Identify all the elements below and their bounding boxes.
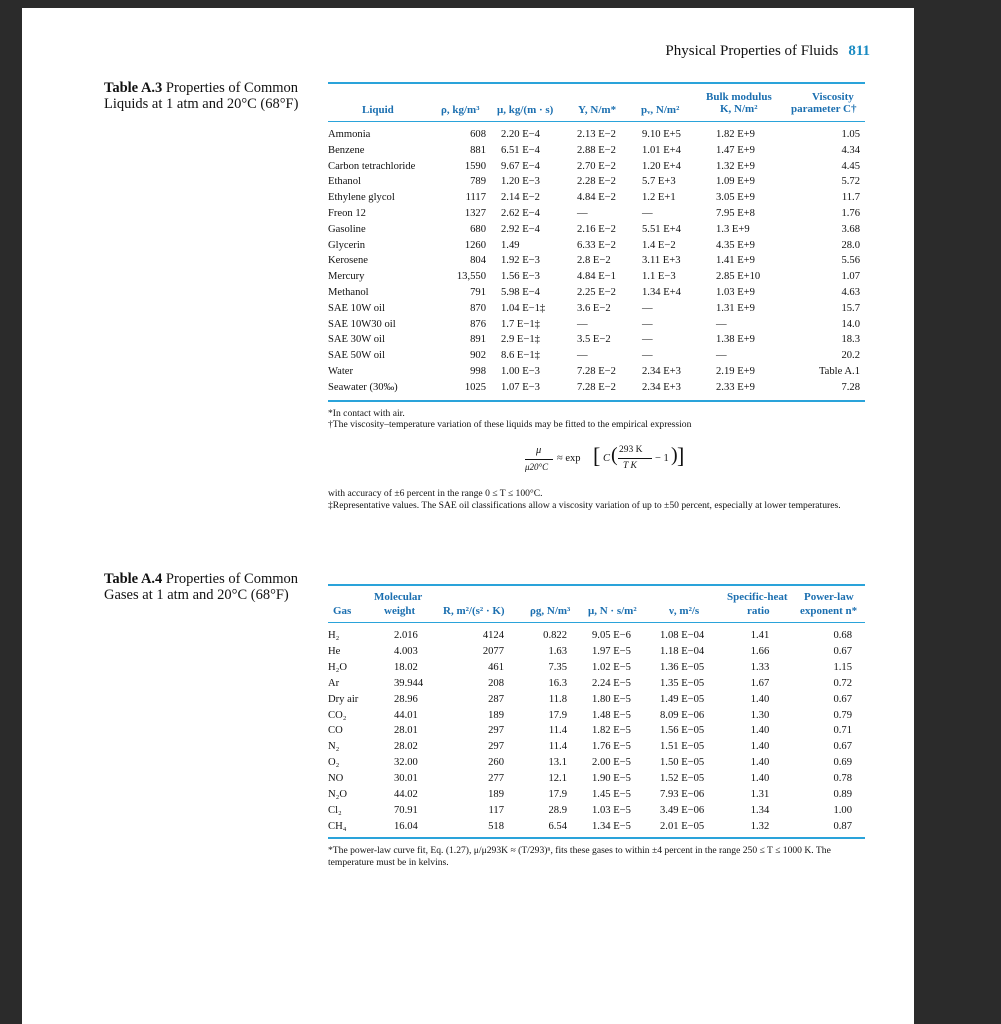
table-a3-cell: 7.95 E+8 [716, 208, 755, 219]
table-a4-header-specific-weight: ρg, N/m³ [530, 605, 571, 617]
table-a3-cell: 680 [470, 223, 486, 235]
table-a3-cell: 1.47 E+9 [716, 144, 755, 156]
table-a4-cell: 1.67 [750, 677, 770, 689]
table-a3-cell: 1.82 E+9 [716, 129, 755, 140]
table-a3-cell: 8.6 E−1‡ [501, 350, 540, 362]
table-a4-bottom-rule [328, 837, 865, 839]
table-a4-cell: 0.822 [543, 630, 567, 641]
table-a4-cell: 1.32 [750, 820, 770, 832]
table-a3-cell: 3.11 E+3 [642, 255, 681, 267]
table-a4-cell: O₂ [328, 757, 340, 769]
table-a3-cell: 1.56 E−3 [501, 271, 540, 283]
table-a3-footnote-3: with accuracy of ±6 percent in the range 0 ≤ T ≤ 100°C. [328, 488, 543, 499]
table-a3-cell: 2.62 E−4 [501, 208, 540, 219]
formula-inner-bar [618, 458, 652, 459]
table-a3-footnote-2: †The viscosity–temperature variation of these liquids may be fitted to the empirical expression [328, 419, 692, 430]
table-a3-cell: 791 [470, 287, 486, 298]
table-a4-cell: 1.40 [750, 757, 770, 769]
table-a3-header-viscosity-param-c: parameter C† [791, 103, 857, 115]
table-a3-cell: Methanol [328, 287, 369, 298]
table-a3-cell: 1.76 [841, 208, 860, 219]
running-head [665, 43, 870, 60]
table-a4-header-viscosity: μ, N · s/m² [588, 605, 637, 617]
table-a3-cell: Ammonia [328, 129, 371, 140]
table-a3-cell: 4.84 E−2 [577, 192, 616, 204]
table-a4-cell: 277 [488, 773, 504, 785]
table-a4-cell: 1.49 E−05 [660, 693, 705, 705]
table-a3-cell: 6.51 E−4 [501, 144, 540, 156]
table-a3-cell: 2.16 E−2 [577, 223, 616, 235]
table-a3-cell: 4.84 E−1 [577, 271, 616, 283]
table-a4-cell: 2.01 E−05 [660, 820, 705, 832]
table-a3-cell: SAE 10W30 oil [328, 318, 396, 330]
table-a4-cell: 39.944 [394, 677, 424, 689]
table-a4-cell: 17.9 [548, 789, 567, 800]
table-a3-top-rule [328, 82, 865, 84]
table-a4-cell: 1.41 [750, 630, 770, 641]
table-a4-cell: 4124 [482, 630, 504, 641]
table-a3-cell: 2.8 E−2 [577, 255, 611, 267]
table-a3-cell: 902 [470, 350, 486, 362]
table-a4-cell: 0.68 [833, 630, 852, 641]
table-a4-cell: 0.67 [833, 741, 852, 753]
table-a4-cell: 28.02 [394, 741, 418, 753]
table-a4-cell: 11.8 [548, 693, 567, 705]
page-number: 811 [848, 43, 870, 59]
table-a3-cell: — [577, 208, 588, 219]
table-a3-cell: 7.28 E−2 [577, 381, 616, 393]
table-a4-cell: 8.09 E−06 [660, 709, 705, 721]
table-a3-cell: 876 [470, 318, 486, 330]
table-a4-cell: 28.01 [394, 725, 418, 737]
table-a3-cell: Mercury [328, 271, 365, 283]
table-a3-header-bulk-modulus-units: K, N/m² [720, 103, 758, 115]
table-a4-cell: 1.51 E−05 [660, 741, 705, 753]
table-a4-cell: 1.18 E−04 [660, 645, 705, 657]
table-a3-cell: 4.63 [841, 287, 860, 298]
table-a4-cell: 28.9 [548, 804, 567, 816]
table-a4-cell: 2.00 E−5 [592, 757, 631, 769]
table-a4-cell: 2077 [482, 645, 504, 657]
table-a3-cell: 5.51 E+4 [642, 223, 681, 235]
table-a4-cell: 12.1 [548, 773, 567, 785]
viscosity-formula [525, 445, 685, 479]
table-a4-cell: 1.90 E−5 [592, 773, 631, 785]
table-a3-cell: 3.6 E−2 [577, 302, 611, 314]
table-a4-cell: 297 [488, 725, 504, 737]
table-a4-header-gas-constant: R, m²/(s² · K) [443, 605, 505, 617]
table-a4-cell: 1.02 E−5 [592, 661, 631, 673]
table-a3-cell: — [642, 208, 653, 219]
table-a4-cell: 44.01 [394, 709, 418, 721]
table-a3-cell: 5.56 [841, 255, 860, 267]
table-a3-cell: 1.32 E+9 [716, 160, 755, 172]
table-a4-header-exponent: exponent n* [800, 605, 858, 617]
table-a4-cell: Dry air [328, 693, 359, 705]
table-a3-cell: 804 [470, 255, 486, 267]
table-a3-cell: 1590 [464, 160, 486, 172]
table-a4-cell: 13.1 [548, 757, 567, 769]
table-a3-cell: 5.98 E−4 [501, 287, 540, 298]
table-a4-cell: 18.02 [394, 661, 418, 673]
table-a4-cell: 208 [488, 677, 504, 689]
table-a4-cell: 0.78 [833, 773, 852, 785]
table-a3-header-rule [328, 121, 865, 122]
table-a3-cell: 1.38 E+9 [716, 334, 755, 346]
formula-frac-den: T K [623, 461, 637, 471]
table-a4-cell: 117 [488, 804, 504, 816]
table-a4-footnote: *The power-law curve fit, Eq. (1.27), μ/μ293K ≈ (T/293)ⁿ, fits these gases to within ±4 percent in the range 250 ≤ T ≤ 1000 K. The temperature must be in kelvins. [328, 845, 831, 868]
table-a3-cell: Seawater (30‰) [328, 381, 398, 393]
table-a3-cell: 4.34 [841, 144, 860, 156]
table-a4-cell: 189 [488, 709, 504, 721]
table-a3-cell: Kerosene [328, 255, 369, 267]
table-a4-cell: 1.40 [750, 693, 770, 705]
formula-bracket-right: ] [677, 443, 685, 468]
table-a3-cell: 3.68 [841, 223, 860, 235]
table-a3-cell: 2.28 E−2 [577, 176, 616, 188]
table-a4-cell: 0.72 [833, 677, 852, 689]
table-a4-cell: 16.3 [548, 677, 567, 689]
textbook-page [22, 8, 914, 1024]
table-a4-cell: 4.003 [394, 645, 418, 657]
table-a3-bottom-rule [328, 400, 865, 402]
table-a3-cell: Ethanol [328, 176, 361, 188]
table-a3-cell: 881 [470, 144, 486, 156]
table-a4-cell: Ar [328, 677, 340, 689]
table-a4-cell: 0.71 [833, 725, 852, 737]
table-a3-cell: Gasoline [328, 223, 366, 235]
table-a4-cell: 1.15 [833, 661, 852, 673]
table-a4-cell: 1.82 E−5 [592, 725, 631, 737]
table-a3-cell: Benzene [328, 144, 365, 156]
table-a4-cell: 518 [488, 820, 504, 832]
table-a3-cell: — [577, 350, 588, 362]
table-a4-cell: 1.48 E−5 [592, 709, 631, 721]
table-a3-caption [104, 80, 314, 112]
table-a4-cell: 1.45 E−5 [592, 789, 631, 800]
table-a4-caption-label: Table A.4 [104, 571, 163, 587]
table-a3-cell: 3.5 E−2 [577, 334, 611, 346]
table-a3-header-vapor-pressure: pᵥ, N/m² [641, 104, 680, 116]
table-a4-cell: 70.91 [394, 804, 418, 816]
table-a3-cell: Ethylene glycol [328, 192, 395, 204]
table-a3-cell: — [642, 302, 653, 314]
table-a4-cell: 0.69 [833, 757, 852, 769]
table-a4-cell: 1.66 [750, 645, 770, 657]
table-a3-footnote-1: *In contact with air. [328, 408, 405, 419]
table-a3-cell: 1.3 E+9 [716, 223, 750, 235]
table-a3-cell: 2.13 E−2 [577, 129, 616, 140]
formula-tail: − 1 [655, 453, 669, 464]
table-a3-header-viscosity: μ, kg/(m · s) [497, 104, 554, 116]
table-a4-cell: 1.34 E−5 [592, 820, 631, 832]
table-a3-cell: 7.28 E−2 [577, 366, 616, 377]
table-a3-cell: 28.0 [841, 239, 860, 251]
table-a3-cell: 1.03 E+9 [716, 287, 755, 298]
table-a4-cell: CO [328, 725, 343, 737]
table-a3-cell: 1.05 [841, 129, 860, 140]
table-a3-cell: 2.19 E+9 [716, 366, 755, 377]
table-a4-cell: 1.31 [750, 789, 770, 800]
table-a3-cell: 1.07 [841, 271, 860, 283]
table-a4-cell: H₂O [328, 661, 347, 673]
table-a4-top-rule [328, 584, 865, 586]
formula-numerator: μ [536, 445, 542, 456]
table-a3-cell: 2.70 E−2 [577, 160, 616, 172]
table-a3-cell: — [716, 350, 727, 362]
table-a4-cell: 1.56 E−05 [660, 725, 705, 737]
table-a4-cell: 2.24 E−5 [592, 677, 631, 689]
table-a4-caption-text: Properties of Common Gases at 1 atm and 20°C (68°F) [104, 571, 299, 603]
table-a3-cell: 1.04 E−1‡ [501, 302, 546, 314]
table-a3-cell: 1.1 E−3 [642, 271, 676, 283]
table-a3-cell: 1117 [465, 192, 486, 204]
table-a3-footnote-4: ‡Representative values. The SAE oil classifications allow a viscosity variation of up to ±50 percent, especially at lower temperatures. [328, 500, 841, 511]
table-a3-cell: — [642, 318, 653, 330]
running-head-title: Physical Properties of Fluids [665, 43, 839, 59]
table-a3-cell: 2.34 E+3 [642, 381, 681, 393]
table-a4-cell: 1.63 [548, 645, 567, 657]
table-a4-cell: NO [328, 773, 344, 785]
table-a4-cell: 7.93 E−06 [660, 789, 705, 800]
table-a4-cell: N₂ [328, 741, 340, 753]
table-a3-cell: 20.2 [841, 350, 860, 362]
table-a4-cell: 44.02 [394, 789, 418, 800]
table-a4-cell: N₂O [328, 789, 347, 800]
table-a3-cell: 2.9 E−1‡ [501, 334, 540, 346]
table-a3-cell: 1.09 E+9 [716, 176, 755, 188]
table-a3-caption-label: Table A.3 [104, 80, 163, 96]
table-a3-cell: 6.33 E−2 [577, 239, 616, 251]
table-a3-cell: Freon 12 [328, 208, 366, 219]
table-a4-header-gas: Gas [333, 605, 352, 617]
table-a3-cell: 7.28 [841, 381, 860, 393]
table-a4-cell: 1.33 [750, 661, 770, 673]
table-a3-cell: 2.25 E−2 [577, 287, 616, 298]
table-a4-header-molecular: Molecular [374, 591, 423, 603]
formula-paren-right: ) [671, 444, 678, 466]
table-a3-cell: 2.85 E+10 [716, 271, 761, 283]
table-a3-header-density: ρ, kg/m³ [441, 104, 480, 116]
table-a3-cell: 9.10 E+5 [642, 129, 681, 140]
table-a4-header-rule [328, 622, 865, 623]
table-a4-cell: 1.36 E−05 [660, 661, 705, 673]
table-a3-cell: 3.05 E+9 [716, 192, 755, 204]
table-a3-cell: 2.20 E−4 [501, 129, 540, 140]
formula-bracket-left: [ [593, 443, 601, 468]
formula-paren-left: ( [611, 444, 618, 466]
table-a3-cell: 5.72 [841, 176, 860, 188]
table-a3-cell: 2.34 E+3 [642, 366, 681, 377]
table-a3-cell: 608 [470, 129, 486, 140]
table-a3-cell: 5.7 E+3 [642, 176, 676, 188]
table-a4-cell: 11.4 [548, 741, 567, 753]
table-a3-cell: 1.41 E+9 [716, 255, 755, 267]
table-a4-cell: 1.80 E−5 [592, 693, 631, 705]
table-a3-cell: SAE 10W oil [328, 302, 385, 314]
table-a3-cell: 789 [470, 176, 486, 188]
table-a3-cell: — [577, 318, 588, 330]
table-a4-cell: He [328, 645, 341, 657]
table-a4-cell: 0.79 [833, 709, 852, 721]
table-a3-cell: Glycerin [328, 239, 366, 251]
formula-denominator: μ20°C [525, 462, 549, 472]
table-a4-cell: 297 [488, 741, 504, 753]
table-a3-cell: Carbon tetrachloride [328, 160, 416, 172]
table-a3-cell: 1260 [464, 239, 486, 251]
table-a3-cell: 2.92 E−4 [501, 223, 540, 235]
table-a3-cell: 1.20 E−3 [501, 176, 540, 188]
table-a4-cell: 32.00 [394, 757, 418, 769]
table-a3-cell: 2.33 E+9 [716, 381, 755, 393]
table-a4-cell: 1.08 E−04 [660, 630, 705, 641]
table-a4-cell: 1.00 [833, 804, 852, 816]
table-a3-cell: 1.49 [501, 239, 520, 251]
table-a4-cell: 1.40 [750, 725, 770, 737]
table-a4-cell: 28.96 [394, 693, 418, 705]
table-a3-cell: — [642, 334, 653, 346]
table-a4-cell: 9.05 E−6 [592, 630, 631, 641]
table-a3-cell: 1.01 E+4 [642, 144, 681, 156]
table-a3-header-bulk-modulus: Bulk modulus [706, 91, 772, 103]
table-a4-cell: 16.04 [394, 820, 418, 832]
table-a3-header-surface-tension: Y, N/m* [578, 104, 617, 116]
table-a3-cell: 14.0 [841, 318, 860, 330]
table-a4-cell: 0.67 [833, 645, 852, 657]
table-a3-cell: 2.88 E−2 [577, 144, 616, 156]
table-a3-caption-text: Properties of Common Liquids at 1 atm and 20°C (68°F) [104, 80, 299, 112]
table-a3-cell: 1.92 E−3 [501, 255, 540, 267]
table-a4-cell: 1.40 [750, 741, 770, 753]
table-a3-cell: 15.7 [841, 302, 860, 314]
table-a4-cell: 6.54 [548, 820, 567, 832]
table-a4-header-ratio: ratio [747, 605, 770, 617]
table-a4-header-kinematic: ν, m²/s [669, 605, 700, 617]
table-a4-cell: 1.40 [750, 773, 770, 785]
table-a3-cell: 11.7 [841, 192, 860, 204]
table-a4-header-specific-heat: Specific-heat [727, 591, 788, 603]
table-a3-cell: 4.45 [841, 160, 860, 172]
table-a3-cell: 4.35 E+9 [716, 239, 755, 251]
table-a4-cell: 287 [488, 693, 504, 705]
table-a4-cell: 1.97 E−5 [592, 645, 631, 657]
table-a3-cell: 9.67 E−4 [501, 160, 540, 172]
table-a3-cell: Table A.1 [818, 366, 860, 377]
table-a4-cell: 3.49 E−06 [660, 804, 705, 816]
table-a3-cell: 1025 [464, 381, 486, 393]
table-a3-cell: 1.2 E+1 [642, 192, 676, 204]
table-a4-cell: H₂ [328, 630, 340, 641]
formula-c: C [603, 453, 611, 464]
table-a3-cell: SAE 50W oil [328, 350, 385, 362]
table-a4-cell: 1.34 [750, 804, 770, 816]
table-a3-cell: 1.20 E+4 [642, 160, 681, 172]
table-a4-header-power-law: Power-law [804, 591, 854, 603]
table-a3-cell: 870 [470, 302, 486, 314]
table-a4-cell: 260 [488, 757, 504, 769]
table-a4-cell: CO₂ [328, 709, 347, 721]
table-a4-cell: 30.01 [394, 773, 418, 785]
formula-frac-num: 293 K [619, 445, 643, 455]
table-a3-cell: 18.3 [841, 334, 860, 346]
table-a3-cell: 1.31 E+9 [716, 302, 755, 314]
table-a4-cell: Cl₂ [328, 804, 342, 816]
table-a3-cell: 891 [470, 334, 486, 346]
table-a4-cell: CH₄ [328, 820, 347, 832]
table-a3-cell: 1.34 E+4 [642, 287, 681, 298]
table-a4-cell: 0.67 [833, 693, 852, 705]
table-a3-cell: 998 [470, 366, 486, 377]
table-a4-caption [104, 571, 314, 603]
table-a4-cell: 1.52 E−05 [660, 773, 705, 785]
table-a3-cell: 1.07 E−3 [501, 381, 540, 393]
table-a4-cell: 2.016 [394, 630, 418, 641]
table-a3-cell: 1.00 E−3 [501, 366, 540, 377]
table-a4-cell: 0.87 [833, 820, 852, 832]
table-a4-cell: 189 [488, 789, 504, 800]
formula-approx-exp: ≈ exp [557, 453, 581, 464]
table-a3-cell: — [716, 318, 727, 330]
table-a4-cell: 1.03 E−5 [592, 804, 631, 816]
table-a4-cell: 7.35 [548, 661, 567, 673]
table-a4-cell: 1.50 E−05 [660, 757, 705, 769]
table-a4-cell: 461 [488, 661, 504, 673]
table-a3-cell: SAE 30W oil [328, 334, 385, 346]
table-a3-cell: 2.14 E−2 [501, 192, 540, 204]
table-a4-cell: 1.76 E−5 [592, 741, 631, 753]
table-a3-header-viscosity-param: Viscosity [812, 91, 854, 103]
table-a3-cell: 13,550 [456, 271, 486, 283]
table-a4-cell: 1.30 [750, 709, 770, 721]
formula-fraction-bar [525, 459, 553, 460]
table-a3-header-liquid: Liquid [362, 104, 394, 116]
table-a3-cell: 1327 [464, 208, 486, 219]
table-a3-cell: — [642, 350, 653, 362]
table-a3-cell: 1.7 E−1‡ [501, 318, 540, 330]
table-a4-cell: 17.9 [548, 709, 567, 721]
table-a3-cell: Water [328, 366, 354, 377]
table-a4-cell: 1.35 E−05 [660, 677, 705, 689]
table-a4-cell: 11.4 [548, 725, 567, 737]
table-a4-cell: 0.89 [833, 789, 852, 800]
table-a4-header-weight: weight [384, 605, 416, 617]
table-a3-cell: 1.4 E−2 [642, 239, 676, 251]
